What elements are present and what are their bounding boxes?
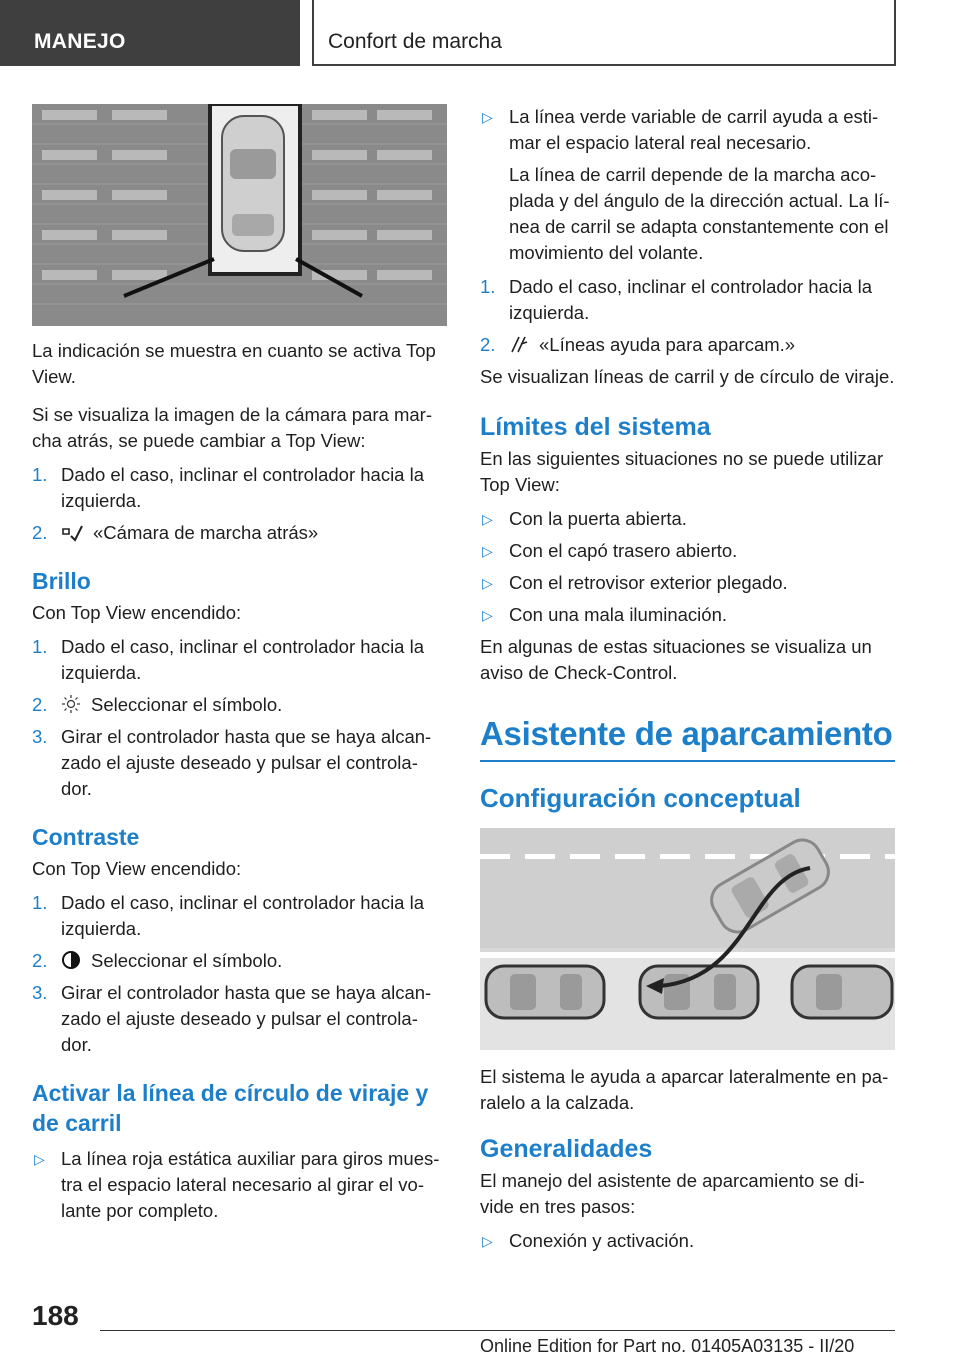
bullet-text: Con la puerta abierta. bbox=[509, 508, 687, 529]
list-item bbox=[32, 890, 447, 942]
parking-lines-icon bbox=[509, 334, 529, 354]
chapter-title: Confort de marcha bbox=[312, 0, 896, 66]
bullet-text: Con el retrovisor exterior plegado. bbox=[509, 572, 788, 593]
heading-contraste: Contraste bbox=[32, 824, 140, 850]
list-item bbox=[32, 692, 447, 718]
heading-activar: Activar la línea de círculo de viraje y de carril bbox=[32, 1080, 429, 1136]
bullet-triangle-icon: ▷ bbox=[482, 109, 493, 125]
bullet-list bbox=[480, 506, 895, 628]
page-header bbox=[0, 0, 960, 66]
bullet-triangle-icon: ▷ bbox=[482, 575, 493, 591]
bullet-triangle-icon: ▷ bbox=[482, 607, 493, 623]
list-item bbox=[32, 462, 447, 514]
brightness-icon bbox=[61, 694, 81, 714]
list-item bbox=[480, 538, 895, 564]
list-item bbox=[32, 634, 447, 686]
top-view-figure bbox=[32, 104, 447, 326]
list-item bbox=[480, 332, 895, 358]
step-number: 2. bbox=[32, 950, 48, 971]
steps-list bbox=[32, 634, 447, 802]
list-item bbox=[32, 948, 447, 974]
heading-asistente: Asistente de aparcamiento bbox=[480, 715, 893, 752]
list-item bbox=[480, 274, 895, 326]
step-text: Dado el caso, inclinar el controlador hacia la izquierda. bbox=[61, 892, 425, 939]
list-item bbox=[32, 724, 447, 802]
list-item bbox=[480, 602, 895, 628]
step-text: Dado el caso, inclinar el controlador hacia la izquierda. bbox=[61, 636, 425, 683]
list-item bbox=[480, 1228, 895, 1254]
bullet-triangle-icon: ▷ bbox=[482, 543, 493, 559]
heading-config: Configuración conceptual bbox=[480, 783, 801, 813]
bullet-triangle-icon: ▷ bbox=[34, 1151, 45, 1167]
left-column bbox=[32, 104, 447, 1230]
heading-brillo: Brillo bbox=[32, 568, 91, 594]
paragraph: En algunas de estas situaciones se visualiza un aviso de Check-Control. bbox=[480, 636, 872, 683]
bullet-subtext: La línea de carril depende de la marcha aco‐ plada y del ángulo de la dirección actual. La lí‐ nea de carril se adapta constantemente con el movimiento del volante. bbox=[509, 164, 890, 263]
list-item bbox=[480, 506, 895, 532]
step-number: 1. bbox=[480, 276, 496, 297]
list-item bbox=[480, 570, 895, 596]
step-text: Seleccionar el símbolo. bbox=[91, 694, 283, 715]
rear-camera-icon bbox=[61, 522, 83, 542]
bullet-text: La línea roja estática auxiliar para giros mues‐ tra el espacio lateral necesario al girar el vo‐ lante por completo. bbox=[61, 1148, 440, 1221]
step-text: «Líneas ayuda para aparcam.» bbox=[539, 334, 796, 355]
section-tab: MANEJO bbox=[0, 0, 300, 66]
step-number: 1. bbox=[32, 892, 48, 913]
edition-note: Online Edition for Part no. 01405A03135 - II/20 bbox=[480, 1336, 855, 1356]
bullet-list bbox=[480, 104, 895, 266]
bullet-text: Con el capó trasero abierto. bbox=[509, 540, 738, 561]
steps-list bbox=[480, 274, 895, 358]
list-item bbox=[480, 104, 895, 266]
paragraph: Se visualizan líneas de carril y de círculo de viraje. bbox=[480, 366, 895, 387]
bullet-list bbox=[480, 1228, 895, 1254]
footer-rule bbox=[100, 1330, 895, 1331]
step-number: 3. bbox=[32, 726, 48, 747]
step-text: «Cámara de marcha atrás» bbox=[93, 522, 319, 543]
paragraph: El sistema le ayuda a aparcar lateralmente en pa‐ ralelo a la calzada. bbox=[480, 1066, 889, 1113]
heading-generalidades: Generalidades bbox=[480, 1135, 653, 1163]
step-text: Girar el controlador hasta que se haya alcan‐ zado el ajuste deseado y pulsar el controla‐ dor. bbox=[61, 726, 432, 799]
paragraph: Con Top View encendido: bbox=[32, 602, 242, 623]
paragraph: Si se visualiza la imagen de la cámara para mar‐ cha atrás, se puede cambiar a Top View: bbox=[32, 404, 432, 451]
parking-figure bbox=[480, 828, 895, 1050]
steps-list bbox=[32, 890, 447, 1058]
list-item bbox=[32, 520, 447, 546]
list-item bbox=[32, 1146, 447, 1224]
list-item bbox=[32, 980, 447, 1058]
step-text: Dado el caso, inclinar el controlador hacia la izquierda. bbox=[61, 464, 425, 511]
steps-list bbox=[32, 462, 447, 546]
heading-rule bbox=[480, 760, 895, 762]
bullet-triangle-icon: ▷ bbox=[482, 1233, 493, 1249]
step-number: 2. bbox=[32, 694, 48, 715]
step-text: Seleccionar el símbolo. bbox=[91, 950, 283, 971]
step-text: Girar el controlador hasta que se haya alcan‐ zado el ajuste deseado y pulsar el controla‐ dor. bbox=[61, 982, 432, 1055]
step-number: 2. bbox=[480, 334, 496, 355]
bullet-list bbox=[32, 1146, 447, 1224]
step-number: 3. bbox=[32, 982, 48, 1003]
bullet-text: Conexión y activación. bbox=[509, 1230, 695, 1251]
paragraph: Con Top View encendido: bbox=[32, 858, 242, 879]
heading-limites: Límites del sistema bbox=[480, 413, 711, 441]
paragraph: El manejo del asistente de aparcamiento se di‐ vide en tres pasos: bbox=[480, 1170, 865, 1217]
step-number: 1. bbox=[32, 636, 48, 657]
bullet-triangle-icon: ▷ bbox=[482, 511, 493, 527]
paragraph: En las siguientes situaciones no se puede utilizar Top View: bbox=[480, 448, 884, 495]
bullet-text: La línea verde variable de carril ayuda a esti‐ mar el espacio lateral real necesario. bbox=[509, 106, 879, 153]
right-column bbox=[480, 104, 895, 1260]
step-number: 2. bbox=[32, 522, 48, 543]
step-number: 1. bbox=[32, 464, 48, 485]
bullet-text: Con una mala iluminación. bbox=[509, 604, 728, 625]
paragraph: La indicación se muestra en cuanto se activa Top View. bbox=[32, 340, 436, 387]
page-number: 188 bbox=[32, 1300, 79, 1331]
step-text: Dado el caso, inclinar el controlador hacia la izquierda. bbox=[509, 276, 873, 323]
contrast-icon bbox=[61, 950, 81, 970]
